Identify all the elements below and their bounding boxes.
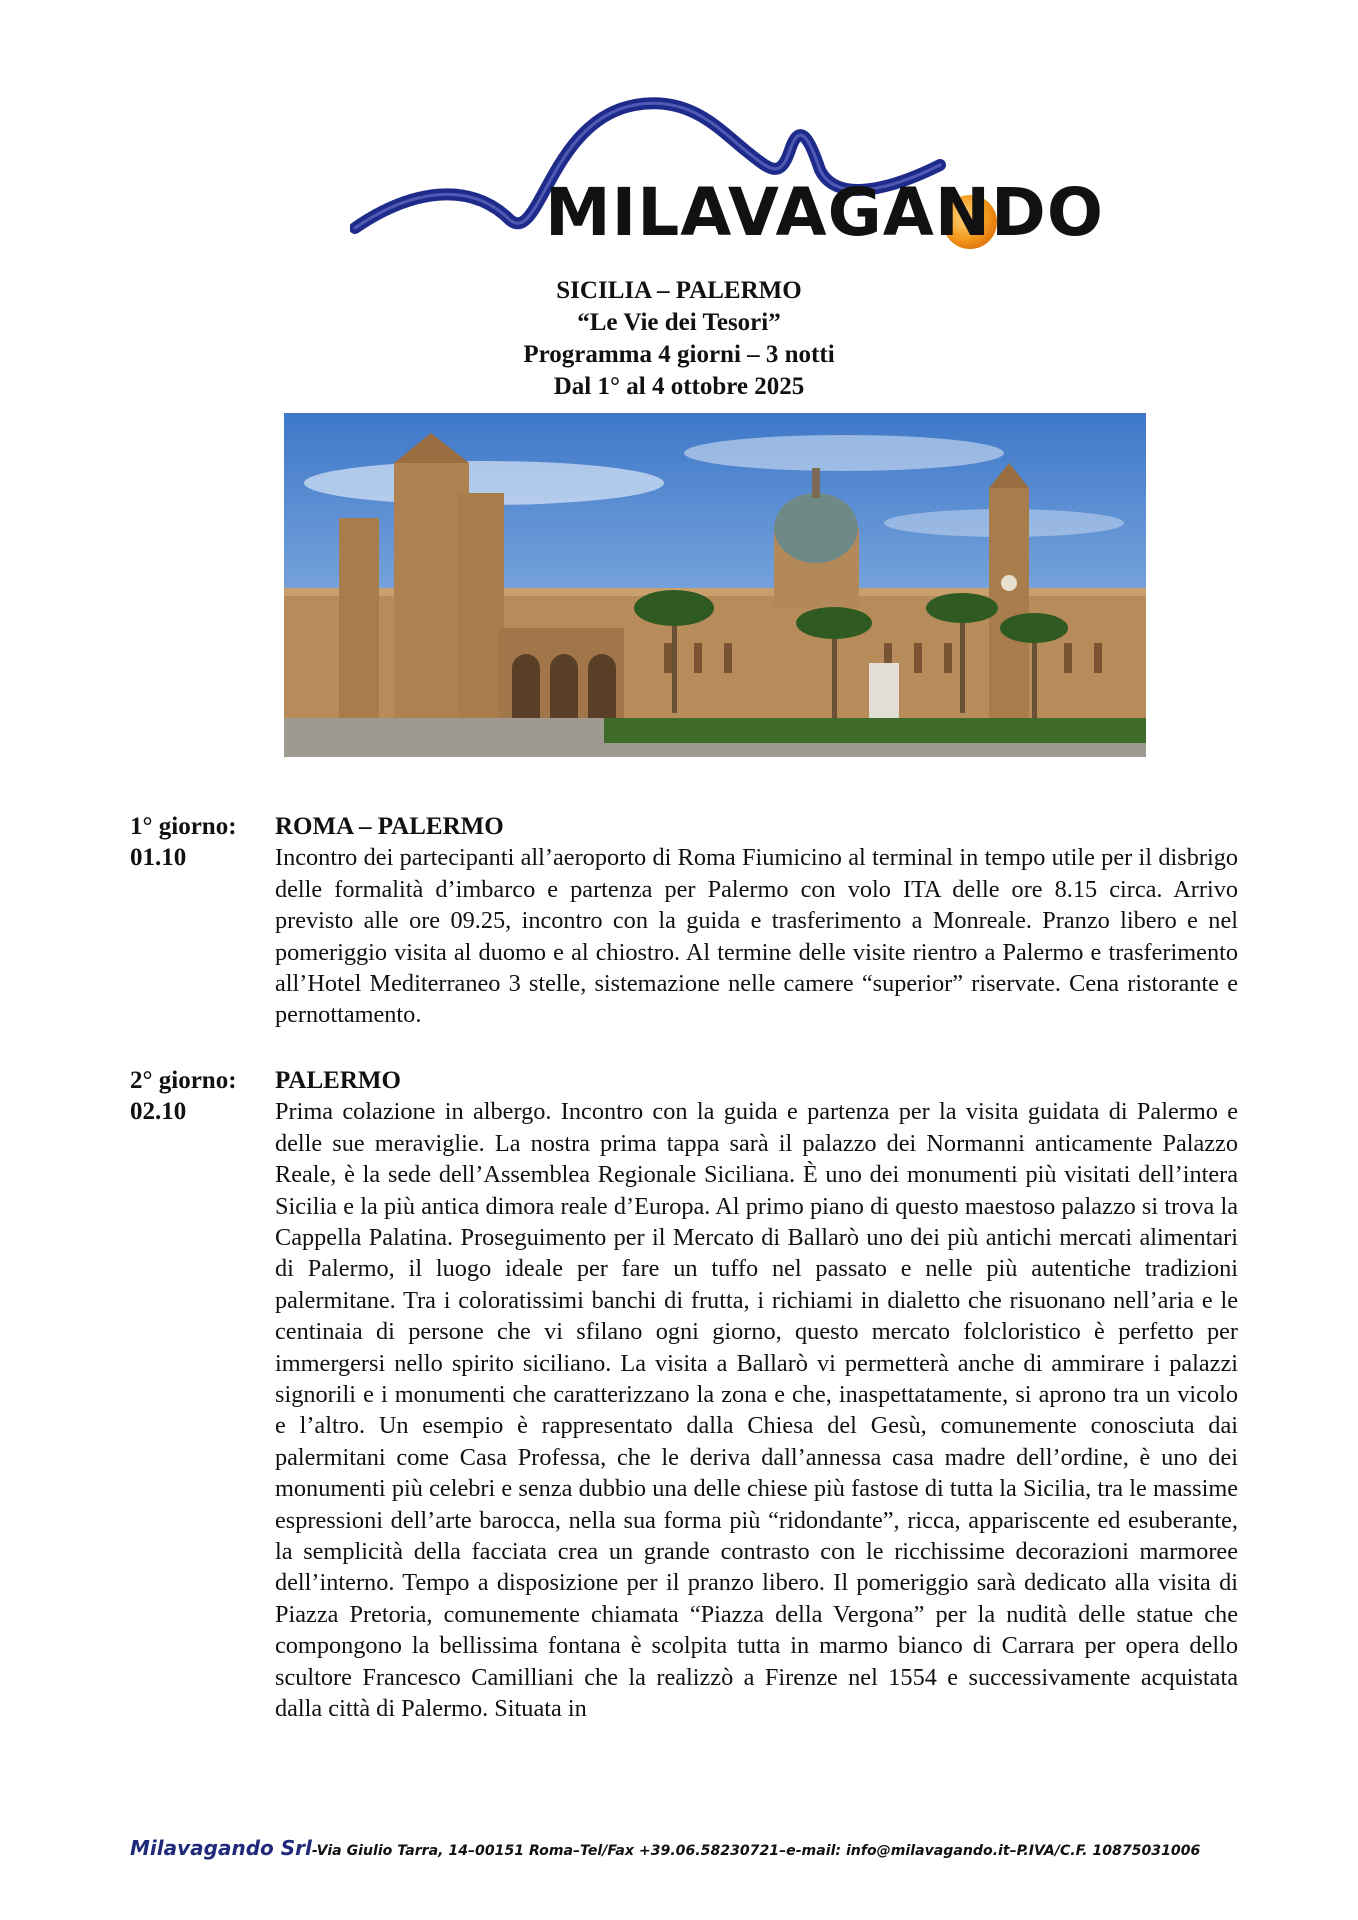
day-date: 02.10 (130, 1098, 187, 1126)
logo-wordmark: MILAVAGANDO (545, 174, 1104, 251)
day-number: 2° giorno: (130, 1067, 237, 1094)
trip-destination: SICILIA – PALERMO (556, 277, 802, 304)
day-title: PALERMO (275, 1067, 401, 1094)
day-number: 1° giorno: (130, 813, 237, 840)
day-description: Prima colazione in albergo. Incontro con la guida e partenza per la visita guidata di Palermo e delle sue meraviglie. La nostra prima tappa sarà il palazzo dei Normanni anticamente Palazzo Reale, è la sede dell’Assemblea Regionale Siciliana. È uno dei monumenti più visitati dell’intera Sicilia e la più antica dimora reale d’Europa. Al primo piano di questo maestoso palazzo si trova la Cappella Palatina. Proseguimento per il Mercato di Ballarò uno dei più antichi mercati alimentari di Palermo, il luogo ideale per fare un tuffo nel passato e nelle più autentiche tradizioni palermitane. Tra i coloratissimi banchi di frutta, i richiami in dialetto che risuonano nell’aria e le centinaia di persone che vi sfilano ogni giorno, questo mercato folcloristico è perfetto per immergersi nello spirito siciliano. La visita a Ballarò vi permetterà anche di ammirare i palazzi signorili e i monumenti che caratterizzano la zona e che, inaspettatamente, si aprono tra un vicolo e l’altro. Un esempio è rappresentato dalla Chiesa del Gesù, comunemente conosciuta dai palermitani come Casa Professa, che le deriva dall’annessa casa madre dell’ordine, è uno dei monumenti più celebri e senza dubbio una delle chiese più fastose di tutta la Sicilia, tra le massime espressioni dell’arte barocca, nella sua forma più “ridondante”, ricca, appariscente ed esuberante, la semplicità della facciata crea un grande contrasto con le ricchissime decorazioni marmoree dell’interno. Tempo a disposizione per il pranzo libero. Il pomeriggio sarà dedicato alla visita di Piazza Pretoria, comunemente chiamata “Piazza della Vergona” per la nudità delle statue che compongono la bellissima fontana è scolpita tutta in marmo bianco di Carrara per opera dello scultore Francesco Camilliani che la realizzò a Firenze nel 1554 e successivamente acquistata dalla città di Palermo. Situata in (275, 1098, 1238, 1723)
company-logo (350, 80, 1104, 275)
day-label (130, 1065, 270, 1128)
trip-name: “Le Vie dei Tesori” (577, 309, 781, 336)
day-title: ROMA – PALERMO (275, 813, 504, 840)
footer-brand: Milavagando Srl (130, 1836, 312, 1860)
company-footer (130, 1836, 1240, 1860)
day-description: Incontro dei partecipanti all’aeroporto di Roma Fiumicino al terminal in tempo utile per il disbrigo delle formalità d’imbarco e partenza per Palermo con volo ITA delle ore 8.15 circa. Arrivo previsto alle ore 09.25, incontro con la guida e trasferimento a Monreale. Pranzo libero e nel pomeriggio visita al duomo e al chiostro. Al termine delle visite rientro a Palermo e trasferimento all’Hotel Mediterraneo 3 stelle, sistemazione nelle camere “superior” riservate. Cena ristorante e pernottamento. (275, 844, 1238, 1029)
cathedral-photo (284, 413, 1146, 757)
day-date: 01.10 (130, 844, 187, 872)
footer-contact-details: -Via Giulio Tarra, 14–00151 Roma–Tel/Fax +39.06.58230721–e-mail: info@milavagando.it–P.IVA/C.F. 10875031006 (311, 1843, 1201, 1859)
day-label (130, 811, 270, 874)
trip-dates: Dal 1° al 4 ottobre 2025 (553, 373, 805, 400)
trip-duration: Programma 4 giorni – 3 notti (523, 341, 835, 368)
itinerary-day-2 (130, 1065, 1240, 1795)
trip-header (0, 275, 1358, 403)
itinerary-day-1 (130, 811, 1240, 1031)
